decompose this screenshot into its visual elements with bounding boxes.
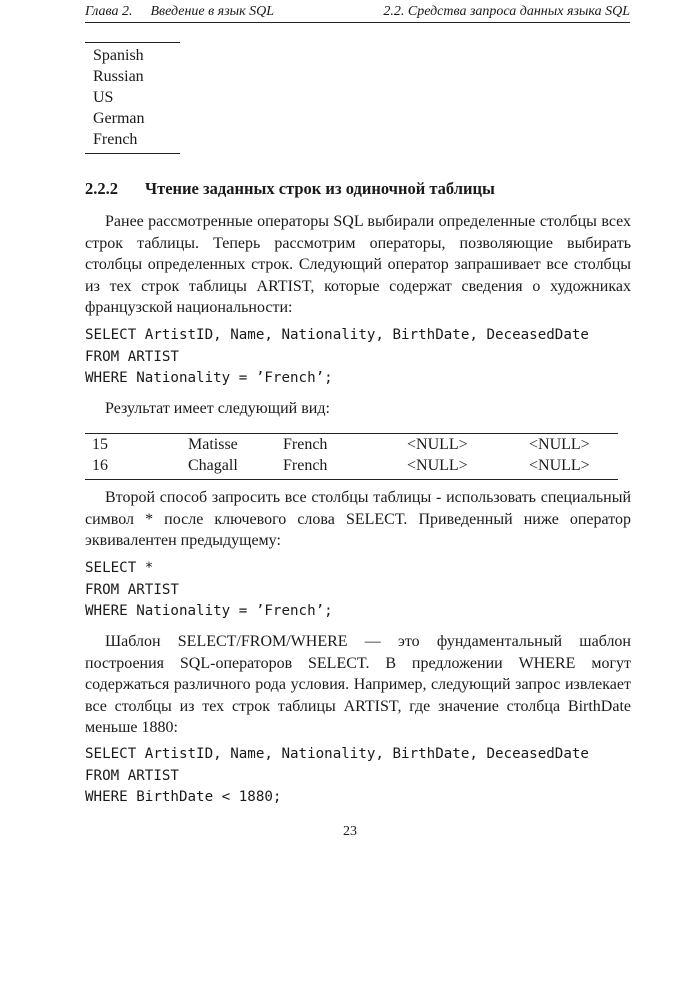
cell-birth-date: <NULL> — [407, 436, 468, 453]
code-line: SELECT * — [85, 560, 154, 576]
table-row: Russian — [93, 68, 144, 85]
table-row — [85, 456, 618, 477]
code-block-3 — [85, 744, 589, 809]
result-table — [85, 433, 618, 480]
cell-nationality: French — [283, 457, 328, 474]
header-section: 2.2. Средства запроса данных языка SQL — [383, 4, 630, 19]
cell-deceased-date: <NULL> — [529, 436, 590, 453]
paragraph-template: Шаблон SELECT/FROM/WHERE — это фундаментальный шаблон построения SQL-операторов SELECT. В предложении WHERE могут содержаться различного рода условия. Например, следующий запрос извлекает все столбцы из тех строк таблицы ARTIST, где значение столбца BirthDate меньше 1880: — [85, 633, 631, 736]
nationality-table — [85, 42, 180, 154]
cell-nationality: French — [283, 436, 328, 453]
table-row: German — [93, 110, 145, 127]
code-block-1 — [85, 325, 589, 390]
cell-birth-date: <NULL> — [407, 457, 468, 474]
table-row: US — [93, 89, 114, 106]
cell-artist-id: 15 — [92, 436, 108, 453]
section-title: Чтение заданных строк из одиночной таблицы — [145, 179, 495, 198]
code-line: WHERE Nationality = ’French’; — [85, 370, 333, 386]
table-row: French — [93, 131, 138, 148]
code-line: WHERE BirthDate < 1880; — [85, 789, 282, 805]
code-block-2 — [85, 558, 333, 623]
cell-name: Chagall — [188, 457, 238, 474]
code-line: FROM ARTIST — [85, 581, 179, 598]
paragraph-intro: Ранее рассмотренные операторы SQL выбирали определенные столбцы всех строк таблицы. Теперь рассмотрим операторы, позволяющие выбирать столбцы определенных строк. Следующий оператор запрашивает все столбцы из тех строк таблицы ARTIST, которые содержат сведения о художниках французской национальности: — [85, 213, 631, 316]
table-row — [85, 435, 618, 456]
code-line: FROM ARTIST — [85, 767, 179, 784]
page-number: 23 — [343, 824, 357, 839]
paragraph-select-star: Второй способ запросить все столбцы таблицы - использовать специальный символ * после ключевого слова SELECT. Приведенный ниже оператор эквивалентен предыдущему: — [85, 489, 631, 549]
cell-artist-id: 16 — [92, 457, 108, 474]
running-header — [85, 2, 630, 23]
code-line: SELECT ArtistID, Name, Nationality, BirthDate, DeceasedDate — [85, 327, 589, 343]
table-row: Spanish — [93, 47, 144, 64]
cell-deceased-date: <NULL> — [529, 457, 590, 474]
code-line: FROM ARTIST — [85, 348, 179, 365]
cell-name: Matisse — [188, 436, 238, 453]
code-line: SELECT ArtistID, Name, Nationality, BirthDate, DeceasedDate — [85, 746, 589, 762]
header-chapter-title: Введение в язык SQL — [150, 4, 275, 19]
code-line: WHERE Nationality = ’French’; — [85, 603, 333, 619]
section-heading — [85, 179, 495, 199]
section-number: 2.2.2 — [85, 179, 118, 198]
paragraph-result: Результат имеет следующий вид: — [105, 400, 330, 417]
header-chapter — [85, 4, 274, 20]
header-chapter-label: Глава 2. — [85, 4, 133, 19]
